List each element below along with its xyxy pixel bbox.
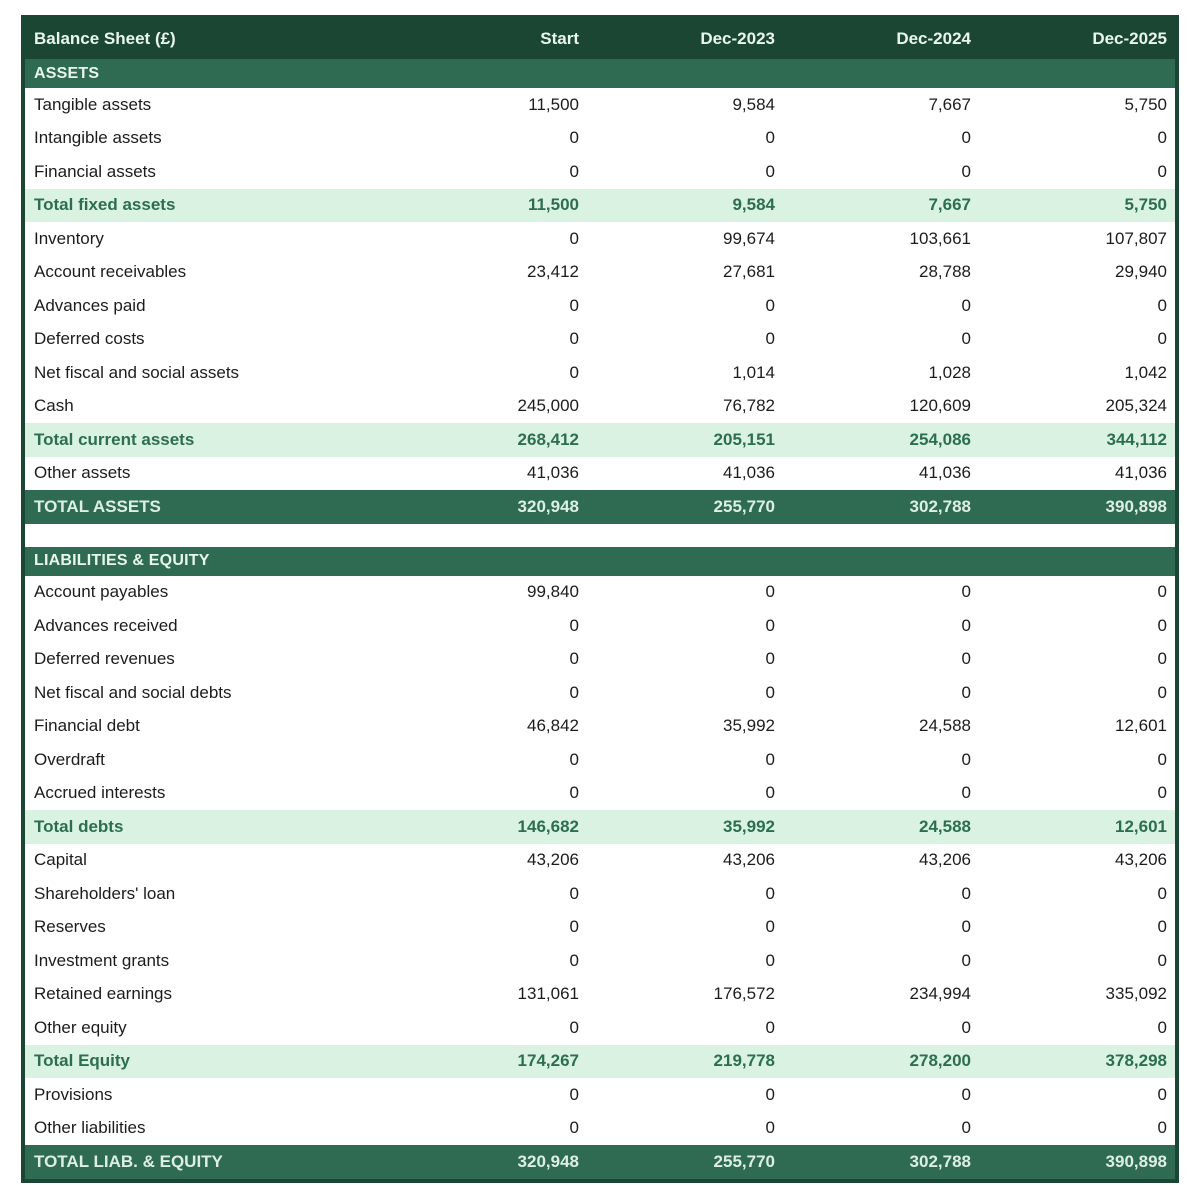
cell-value: 302,788: [909, 1151, 971, 1171]
cell-value: 0: [1157, 749, 1167, 769]
row-label: TOTAL LIAB. & EQUITY: [34, 1151, 223, 1171]
cell-value: 0: [1157, 295, 1167, 315]
table-row: [25, 88, 1175, 122]
cell-value: 23,412: [527, 262, 579, 282]
table-header-row: [25, 19, 1175, 59]
row-label: Retained earnings: [34, 984, 172, 1004]
cell-value: 0: [765, 682, 775, 702]
section-title: ASSETS: [34, 64, 100, 82]
cell-value: 320,948: [517, 1151, 579, 1171]
cell-value: 0: [961, 128, 971, 148]
cell-value: 0: [569, 1017, 579, 1037]
row-label: Financial debt: [34, 716, 140, 736]
cell-value: 0: [569, 783, 579, 803]
row-label: Total fixed assets: [34, 195, 176, 215]
total-row: [25, 1145, 1175, 1179]
row-label: Cash: [34, 396, 74, 416]
table-row: [25, 576, 1175, 610]
table-row: [25, 978, 1175, 1012]
cell-value: 0: [569, 228, 579, 248]
cell-value: 11,500: [528, 94, 579, 114]
table-row: [25, 222, 1175, 256]
table-row: [25, 323, 1175, 357]
row-label: Tangible assets: [34, 94, 152, 114]
cell-value: 0: [1157, 329, 1167, 349]
table-row: [25, 289, 1175, 323]
cell-value: 0: [1157, 1017, 1167, 1037]
cell-value: 1,014: [732, 362, 775, 382]
row-label: Accrued interests: [34, 783, 166, 803]
section-title: LIABILITIES & EQUITY: [34, 552, 210, 569]
cell-value: 0: [1157, 128, 1167, 148]
cell-value: 0: [961, 682, 971, 702]
cell-value: 0: [569, 917, 579, 937]
row-label: Deferred costs: [34, 329, 145, 349]
cell-value: 0: [765, 161, 775, 181]
section-spacer: [25, 524, 1175, 547]
cell-value: 302,788: [909, 496, 971, 516]
table-row: [25, 155, 1175, 189]
cell-value: 0: [569, 329, 579, 349]
cell-value: 205,324: [1105, 396, 1167, 416]
cell-value: 0: [569, 950, 579, 970]
row-label: Overdraft: [34, 749, 105, 769]
cell-value: 5,750: [1124, 195, 1167, 215]
row-label: Net fiscal and social debts: [34, 682, 232, 702]
row-label: Inventory: [34, 228, 104, 248]
cell-value: 390,898: [1105, 496, 1167, 516]
cell-value: 0: [961, 749, 971, 769]
cell-value: 255,770: [713, 1151, 775, 1171]
cell-value: 0: [765, 615, 775, 635]
row-label: Reserves: [34, 917, 106, 937]
cell-value: 0: [961, 1084, 971, 1104]
cell-value: 0: [1157, 917, 1167, 937]
cell-value: 378,298: [1105, 1051, 1167, 1071]
cell-value: 7,667: [928, 94, 971, 114]
row-label: Financial assets: [34, 161, 156, 181]
cell-value: 0: [765, 783, 775, 803]
cell-value: 0: [569, 161, 579, 181]
section-header: [25, 547, 1175, 576]
cell-value: 99,840: [527, 582, 579, 602]
cell-value: 0: [765, 128, 775, 148]
cell-value: 234,994: [909, 984, 971, 1004]
cell-value: 176,572: [713, 984, 775, 1004]
table-row: [25, 1078, 1175, 1112]
cell-value: 0: [765, 1017, 775, 1037]
row-label: Other equity: [34, 1017, 127, 1037]
subtotal-row: [25, 810, 1175, 844]
row-label: Investment grants: [34, 950, 170, 970]
cell-value: 0: [765, 329, 775, 349]
cell-value: 0: [1157, 582, 1167, 602]
cell-value: 43,206: [527, 850, 579, 870]
table-row: [25, 911, 1175, 945]
cell-value: 0: [569, 615, 579, 635]
cell-value: 0: [1157, 883, 1167, 903]
cell-value: 0: [1157, 649, 1167, 669]
cell-value: 0: [765, 883, 775, 903]
cell-value: 103,661: [909, 228, 971, 248]
cell-value: 76,782: [723, 396, 775, 416]
cell-value: 1,042: [1124, 362, 1167, 382]
cell-value: 0: [961, 161, 971, 181]
cell-value: 0: [765, 582, 775, 602]
cell-value: 0: [1157, 682, 1167, 702]
cell-value: 0: [765, 917, 775, 937]
cell-value: 35,992: [723, 716, 775, 736]
table-row: [25, 944, 1175, 978]
section-header: [25, 59, 1175, 88]
column-header-dec-2023: Dec-2023: [700, 29, 775, 48]
table-row: [25, 877, 1175, 911]
cell-value: 41,036: [1115, 463, 1167, 483]
cell-value: 335,092: [1105, 984, 1167, 1004]
cell-value: 278,200: [909, 1051, 971, 1071]
cell-value: 0: [961, 1118, 971, 1138]
column-header-dec-2024: Dec-2024: [896, 29, 971, 48]
cell-value: 0: [569, 1084, 579, 1104]
row-label: Net fiscal and social assets: [34, 362, 240, 382]
row-label: Advances paid: [34, 295, 146, 315]
table-body: [25, 59, 1175, 1179]
cell-value: 0: [1157, 161, 1167, 181]
cell-value: 7,667: [928, 195, 971, 215]
cell-value: 0: [1157, 950, 1167, 970]
cell-value: 0: [765, 649, 775, 669]
column-header-dec-2025: Dec-2025: [1092, 29, 1167, 48]
cell-value: 12,601: [1115, 716, 1167, 736]
cell-value: 41,036: [723, 463, 775, 483]
cell-value: 43,206: [919, 850, 971, 870]
row-label: Total debts: [34, 816, 124, 836]
cell-value: 0: [1157, 615, 1167, 635]
cell-value: 27,681: [723, 262, 775, 282]
cell-value: 0: [1157, 1084, 1167, 1104]
row-label: Intangible assets: [34, 128, 162, 148]
table-row: [25, 844, 1175, 878]
cell-value: 0: [765, 749, 775, 769]
subtotal-row: [25, 1045, 1175, 1079]
cell-value: 255,770: [713, 496, 775, 516]
cell-value: 344,112: [1106, 429, 1167, 449]
cell-value: 0: [1157, 783, 1167, 803]
cell-value: 41,036: [919, 463, 971, 483]
cell-value: 0: [569, 883, 579, 903]
subtotal-row: [25, 189, 1175, 223]
cell-value: 320,948: [517, 496, 579, 516]
cell-value: 0: [569, 128, 579, 148]
cell-value: 0: [569, 682, 579, 702]
cell-value: 99,674: [723, 228, 775, 248]
row-label: Provisions: [34, 1084, 113, 1104]
table-row: [25, 1112, 1175, 1146]
cell-value: 28,788: [919, 262, 971, 282]
row-label: Shareholders' loan: [34, 883, 176, 903]
cell-value: 0: [569, 362, 579, 382]
cell-value: 1,028: [928, 362, 971, 382]
cell-value: 205,151: [713, 429, 775, 449]
table-row: [25, 356, 1175, 390]
cell-value: 41,036: [527, 463, 579, 483]
cell-value: 0: [765, 295, 775, 315]
table-row: [25, 390, 1175, 424]
cell-value: 0: [961, 950, 971, 970]
cell-value: 0: [765, 950, 775, 970]
table-row: [25, 743, 1175, 777]
row-label: Capital: [34, 850, 87, 870]
table-row: [25, 256, 1175, 290]
table-row: [25, 676, 1175, 710]
row-label: Other liabilities: [34, 1118, 146, 1138]
table-row: [25, 457, 1175, 491]
cell-value: 254,086: [909, 429, 971, 449]
cell-value: 107,807: [1105, 228, 1167, 248]
cell-value: 29,940: [1115, 262, 1167, 282]
row-label: Deferred revenues: [34, 649, 175, 669]
cell-value: 0: [961, 649, 971, 669]
cell-value: 146,682: [517, 816, 579, 836]
cell-value: 0: [961, 917, 971, 937]
row-label: TOTAL ASSETS: [34, 496, 161, 516]
cell-value: 0: [765, 1118, 775, 1138]
cell-value: 131,061: [517, 984, 579, 1004]
cell-value: 0: [569, 295, 579, 315]
cell-value: 5,750: [1124, 94, 1167, 114]
total-row: [25, 490, 1175, 524]
cell-value: 0: [961, 329, 971, 349]
table-row: [25, 1011, 1175, 1045]
column-header-start: Start: [540, 29, 579, 48]
balance-sheet-table: [21, 15, 1179, 1183]
cell-value: 43,206: [723, 850, 775, 870]
cell-value: 0: [569, 749, 579, 769]
table-title: Balance Sheet (£): [34, 29, 176, 48]
cell-value: 9,584: [732, 94, 775, 114]
row-label: Total current assets: [34, 429, 195, 449]
cell-value: 0: [1157, 1118, 1167, 1138]
cell-value: 0: [961, 883, 971, 903]
row-label: Total Equity: [34, 1051, 131, 1071]
row-label: Account payables: [34, 582, 169, 602]
cell-value: 0: [765, 1084, 775, 1104]
cell-value: 0: [569, 649, 579, 669]
cell-value: 120,609: [909, 396, 971, 416]
cell-value: 35,992: [723, 816, 775, 836]
cell-value: 43,206: [1115, 850, 1167, 870]
cell-value: 219,778: [713, 1051, 775, 1071]
cell-value: 390,898: [1105, 1151, 1167, 1171]
subtotal-row: [25, 423, 1175, 457]
cell-value: 0: [961, 1017, 971, 1037]
row-label: Advances received: [34, 615, 178, 635]
table-row: [25, 609, 1175, 643]
cell-value: 12,601: [1115, 816, 1167, 836]
table-row: [25, 710, 1175, 744]
cell-value: 46,842: [527, 716, 579, 736]
cell-value: 0: [961, 582, 971, 602]
table-row: [25, 122, 1175, 156]
table-row: [25, 643, 1175, 677]
row-label: Account receivables: [34, 262, 187, 282]
cell-value: 24,588: [919, 716, 971, 736]
cell-value: 11,500: [527, 195, 579, 215]
cell-value: 0: [961, 615, 971, 635]
cell-value: 24,588: [919, 816, 971, 836]
cell-value: 174,267: [517, 1051, 579, 1071]
cell-value: 0: [961, 295, 971, 315]
cell-value: 245,000: [517, 396, 579, 416]
cell-value: 0: [569, 1118, 579, 1138]
table-row: [25, 777, 1175, 811]
cell-value: 268,412: [517, 429, 579, 449]
row-label: Other assets: [34, 463, 131, 483]
cell-value: 0: [961, 783, 971, 803]
cell-value: 9,584: [732, 195, 775, 215]
